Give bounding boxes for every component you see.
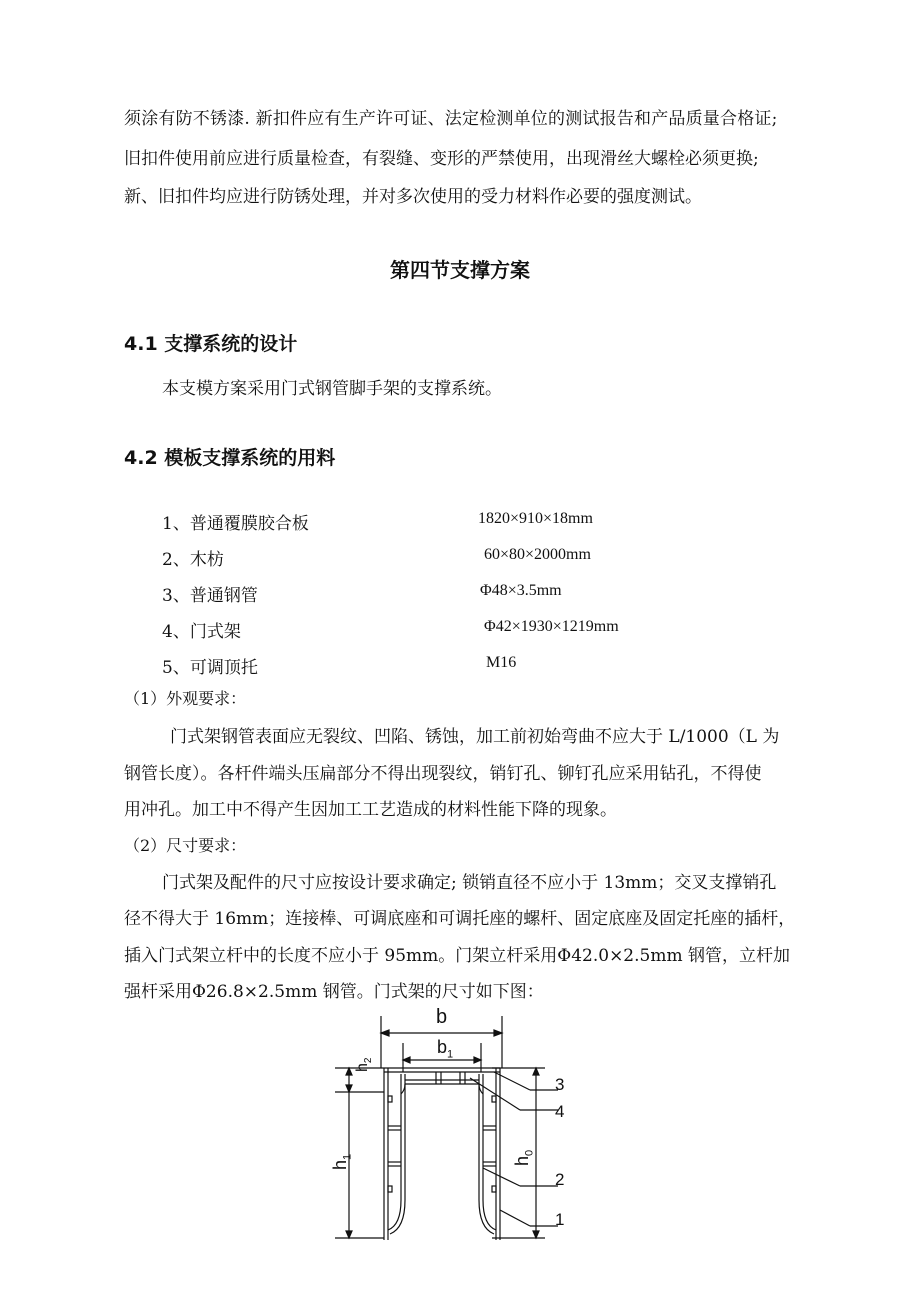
heading-4-2: 4.2 模板支撑系统的用料 [124, 447, 336, 469]
material-name: 5、可调顶托 [162, 658, 258, 678]
paragraph-line: 插入门式架立杆中的长度不应小于 95mm。门架立杆采用Φ42.0×2.5mm 钢管，立杆加 [124, 946, 790, 966]
requirement-title: （1）外观要求： [124, 689, 247, 708]
label-2: 2 [555, 1170, 565, 1189]
label-h0 [512, 1150, 536, 1166]
label-b1 [437, 1037, 453, 1061]
material-spec: 1820×910×18mm [478, 510, 593, 527]
paragraph-line: 门式架钢管表面应无裂纹、凹陷、锈蚀，加工前初始弯曲不应大于 L/1000（L 为 [170, 727, 780, 747]
label-b: b [436, 1006, 448, 1028]
label-b1-main: b [437, 1037, 448, 1057]
material-name: 4、门式架 [162, 622, 241, 642]
material-name: 1、普通覆膜胶合板 [162, 514, 309, 534]
label-h0-sub: 0 [523, 1149, 536, 1156]
heading-4-1: 4.1 支撑系统的设计 [124, 333, 298, 355]
label-h1-main: h [330, 1159, 350, 1170]
label-h0-main: h [512, 1155, 532, 1166]
label-h1 [330, 1154, 354, 1170]
paragraph-line: 用冲孔。加工中不得产生因加工工艺造成的材料性能下降的现象。 [124, 800, 617, 820]
material-spec: M16 [486, 654, 517, 671]
paragraph-line: 径不得大于 16mm；连接棒、可调底座和可调托座的螺杆、固定底座及固定托座的插杆， [124, 909, 796, 929]
label-h1-sub: 1 [341, 1153, 354, 1160]
material-spec: Φ48×3.5mm [480, 582, 562, 599]
material-name: 3、普通钢管 [162, 586, 258, 606]
requirement-title: （2）尺寸要求： [124, 836, 247, 855]
label-1: 1 [555, 1210, 565, 1229]
paragraph-line: 强杆采用Φ26.8×2.5mm 钢管。门式架的尺寸如下图： [124, 982, 544, 1002]
label-4: 4 [555, 1102, 565, 1121]
material-name: 2、木枋 [162, 550, 224, 570]
label-h2-main: h [354, 1063, 371, 1072]
material-spec: Φ42×1930×1219mm [484, 618, 619, 635]
label-h2 [354, 1058, 374, 1072]
material-spec: 60×80×2000mm [484, 546, 591, 563]
paragraph-line: 新、旧扣件均应进行防锈处理，并对多次使用的受力材料作必要的强度测试。 [124, 187, 702, 207]
paragraph-line: 门式架及配件的尺寸应按设计要求确定; 锁销直径不应小于 13mm；交叉支撑销孔 [162, 873, 777, 893]
paragraph-4-1: 本支模方案采用门式钢管脚手架的支撑系统。 [162, 379, 502, 399]
paragraph-line: 钢管长度）。各杆件端头压扁部分不得出现裂纹，销钉孔、铆钉孔应采用钻孔，不得使 [124, 764, 762, 784]
section-title: 第四节支撑方案 [390, 258, 530, 282]
paragraph-line: 须涂有防不锈漆. 新扣件应有生产许可证、法定检测单位的测试报告和产品质量合格证; [124, 109, 778, 129]
label-b1-sub: 1 [447, 1048, 454, 1061]
label-3: 3 [555, 1075, 565, 1094]
paragraph-line: 旧扣件使用前应进行质量检查，有裂缝、变形的严禁使用，出现滑丝大螺栓必须更换; [124, 149, 759, 169]
label-h2-sub: 2 [363, 1057, 375, 1064]
